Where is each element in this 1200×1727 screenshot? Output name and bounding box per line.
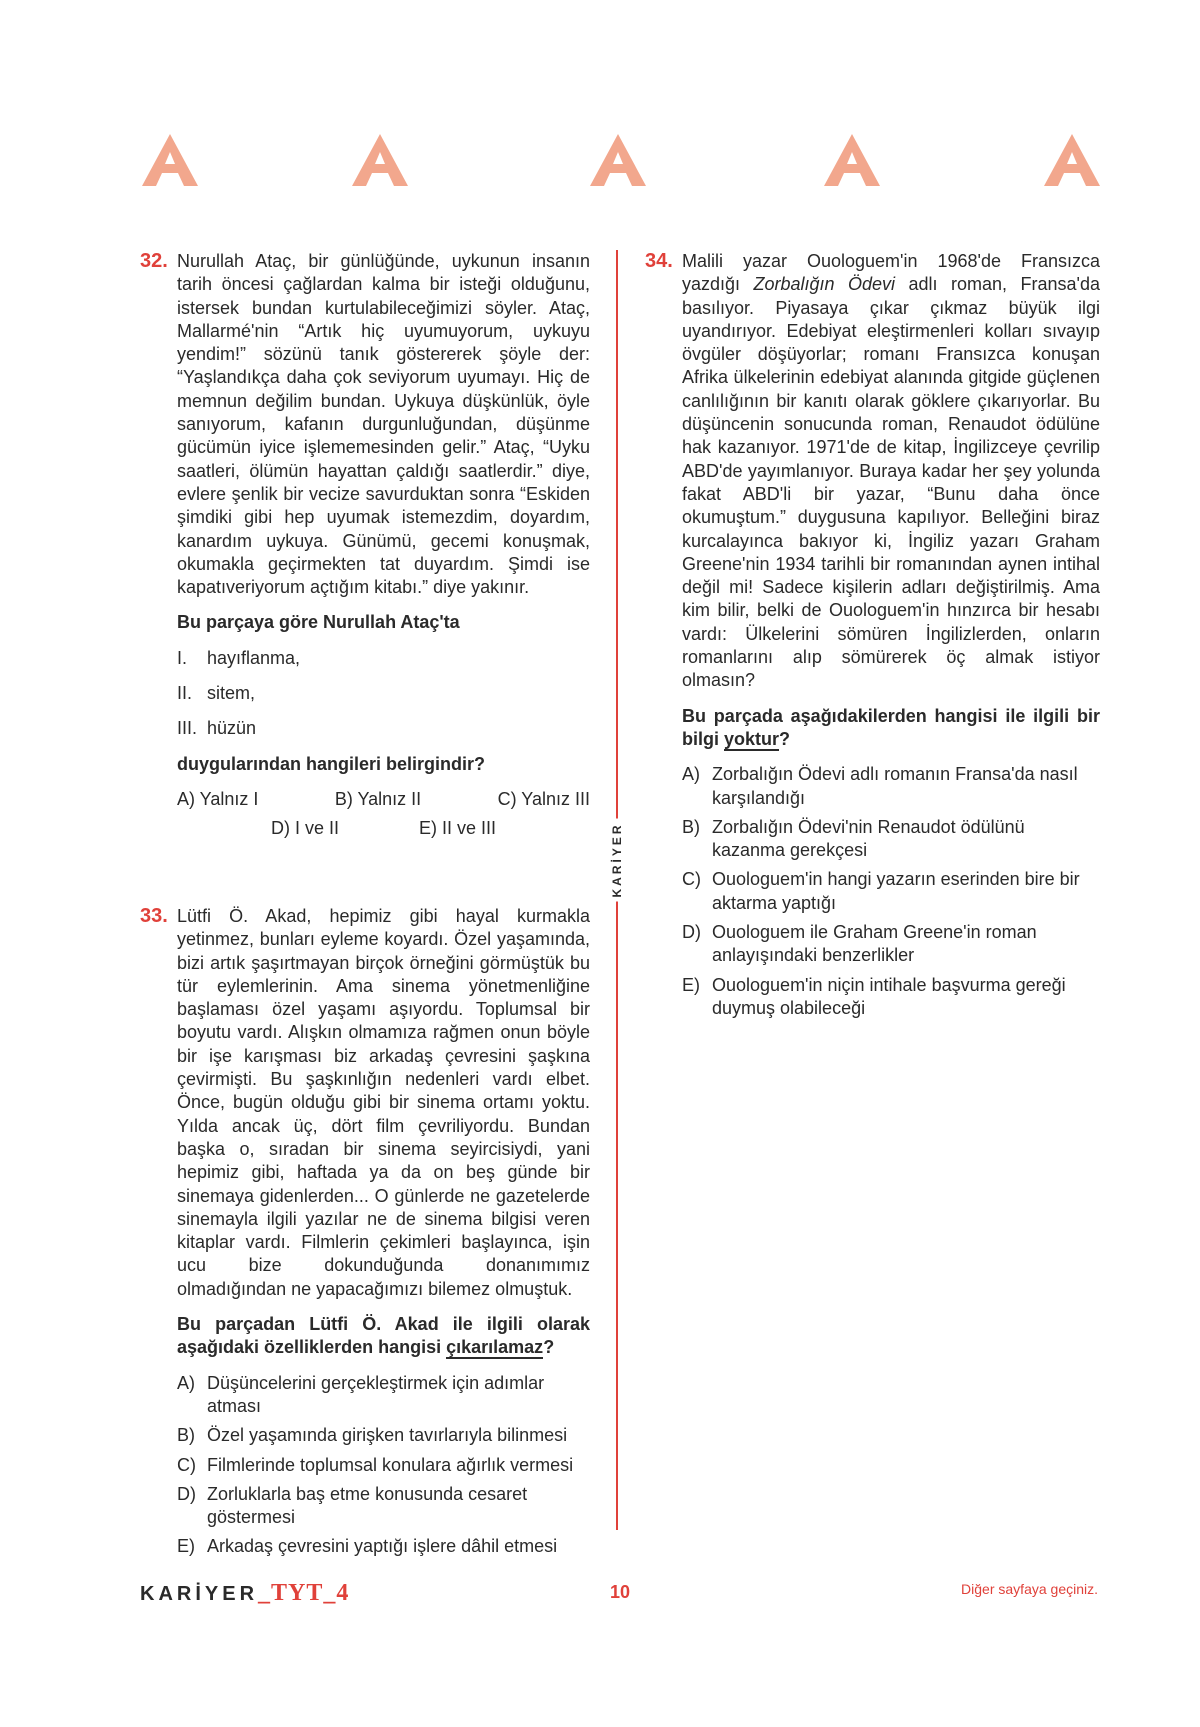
question-number: 33. — [140, 905, 168, 927]
question-stem: Bu parçada aşağıdakilerden hangisi ile ilgili bir bilgi yoktur? — [682, 705, 1100, 749]
negative-keyword: çıkarılamaz — [446, 1337, 544, 1358]
divider-logo: KARİYER — [606, 848, 628, 872]
book-title: Zorbalığın Ödevi — [753, 274, 896, 295]
question-stem-intro: Bu parçaya göre Nurullah Ataç'ta — [177, 612, 460, 633]
question-passage: Malili yazar Ouologuem'in 1968'de Fransızca yazdığı Zorbalığın Ödevi adlı roman, Fransa'da basılıyor. Piyasaya çıkar çıkmaz büyük ilgi uyandırıyor. Edebiyat eleştirmenleri kolları sıvayıp övgüler döşüyorlar; romanı Fransızca konuşan Afrika ülkelerinin edebiyat alanında gitgide güçlenen canlılığının bir kanıtı olarak göklere çıkarıyorlar. Bu düşüncenin sonucunda roman, Renaudot ödülüne hak kazanıyor. 1971'de de kitap, İngilizceye çevrilip ABD'de yayımlanıyor. Buraya kadar her şey yolunda fakat ABD'li bir yazar, “Bunu daha önce okumuştum.” duygusuna kapılıyor. Belleğini biraz kurcalayınca bakıyor ki, İngiliz yazarı Graham Greene'nin 1934 tarihli bir romanından aynen intihal değil mi! Sadece kişilerin adları değiştirilmiş. Ama kim bilir, belki de Ouologuem'in hınzırca bir hesabı vardı: Ülkelerini sömüren İngilizlerden, onların romanlarını alıp sömürerek öç almak istiyor olmasın? — [682, 251, 1100, 691]
next-page-note: Diğer sayfaya geçiniz. — [961, 1581, 1098, 1597]
question-stem: Bu parçadan Lütfi Ö. Akad ile ilgili olarak aşağıdaki özelliklerden hangisi çıkarılamaz? — [177, 1314, 590, 1358]
question-passage: Lütfi Ö. Akad, hepimiz gibi hayal kurmakla yetinmez, bunları eyleme koyardı. Özel yaşamında, bizi artık şaşırtmayan birçok örneğini görmüştük bu tür eylemlerinin. Ama sinema yönetmenliğine başlaması özel yaşamı aşıyordu. Toplumsal bir boyutu vardı. Alışkın olmamıza rağmen onun böyle bir işe karışması biz arkadaş çevresini şaşkına çevirmişti. Bu şaşkınlığın nedenleri vardı elbet. Önce, bugün olduğu gibi bir sinema ortamı yoktu. Yılda ancak üç, dört film çevriliyordu. Bundan başka o, sıradan bir sinema seyircisiydi, yani hepimiz gibi, haftada ya da on beş günde bir sinemaya gidenlerden... O günlerde ne gazetelerde sinemayla ilgili yazılar ne de sinema bilgisi veren kitaplar vardı. Filmlerin çekimleri başlayınca, işin ucu bize dokunduğunda donanımımız olmadığından ne yapacağımızı bilemez olmuştuk. — [177, 906, 590, 1299]
option-c[interactable]: C) Ouologuem'in hangi yazarın eserinden bire bir aktarma yaptığı — [682, 869, 1080, 913]
option-e[interactable]: E) Ouologuem'in niçin intihale başvurma gereği duymuş olabileceği — [682, 974, 1066, 1018]
option-c[interactable]: C) Filmlerinde toplumsal konulara ağırlık vermesi — [177, 1454, 574, 1475]
options-row — [177, 788, 590, 811]
question-34 — [645, 250, 1100, 1026]
booklet-letter-5 — [1042, 132, 1102, 188]
exam-code: _TYT_4 — [258, 1580, 350, 1606]
option-e[interactable]: E) II ve III — [418, 818, 497, 839]
options-row — [177, 817, 590, 840]
option-b[interactable]: B) Yalnız II — [334, 788, 422, 809]
booklet-letter-4 — [822, 132, 882, 188]
negative-keyword: yoktur — [724, 728, 780, 749]
option-a[interactable]: A) Düşüncelerini gerçekleştirmek için adımlar atması — [177, 1372, 545, 1416]
question-stem: duygularından hangileri belirgindir? — [177, 753, 486, 774]
roman-item: I. hayıflanma, — [177, 647, 301, 668]
question-32 — [140, 250, 590, 841]
page-number: 10 — [609, 1582, 631, 1602]
roman-item: II. sitem, — [177, 683, 256, 704]
booklet-letter-1 — [140, 132, 200, 188]
option-d[interactable]: D) Ouologuem ile Graham Greene'in roman anlayışındaki benzerlikler — [682, 922, 1037, 966]
footer-brand: KARİYER_TYT_4 — [140, 1580, 350, 1606]
option-a[interactable]: A) Yalnız I — [177, 788, 259, 809]
option-b[interactable]: B) Zorbalığın Ödevi'nin Renaudot ödülünü kazanma gerekçesi — [682, 816, 1025, 861]
option-d[interactable]: D) I ve II — [270, 818, 339, 839]
roman-item: III. hüzün — [177, 718, 257, 739]
booklet-letter-2 — [350, 132, 410, 188]
option-c[interactable]: C) Yalnız III — [497, 788, 590, 809]
question-number: 34. — [645, 250, 673, 272]
question-number: 32. — [140, 250, 168, 272]
booklet-letter-3 — [588, 132, 648, 188]
question-33 — [140, 905, 590, 1565]
question-passage: Nurullah Ataç, bir günlüğünde, uykunun insanın tarih öncesi çağlardan kalma bir isteği olduğunu, istersek bundan kurtulabileceğimizi söyler. Ataç, Mallarmé'nin “Artık hiç uyumuyorum, uykuyu yendim!” sözünü tanık göstererek şöyle der: “Yaşlandıkça daha çok seviyorum uyumayı. Hiç de memnun değilim bundan. Uykuya düşkünlük, öyle sanıyorum, kafanın durgunluğundan, düşünme gücümün iyice işlememesinden gelir.” Ataç, “Uyku saatleri, ölümün hayattan çaldığı saatlerdir.” diye, evlere şenlik bir vecize savurduktan sonra “Eskiden şimdiki gibi hep uyumak istemezdim, doyardım, kanardım uykuya. Günümü, gecemi konuşmak, okumakla geçirmekten tat duyardım. Şimdi ise kapatıveriyorum açtığım kitabı.” diye yakınır. — [177, 251, 590, 598]
option-b[interactable]: B) Özel yaşamında girişken tavırlarıyla bilinmesi — [177, 1425, 568, 1446]
option-d[interactable]: D) Zorluklarla baş etme konusunda cesaret göstermesi — [177, 1483, 528, 1528]
option-a[interactable]: A) Zorbalığın Ödevi adlı romanın Fransa'da nasıl karşılandığı — [682, 764, 1078, 808]
option-e[interactable]: E) Arkadaş çevresini yaptığı işlere dâhil etmesi — [177, 1536, 558, 1557]
